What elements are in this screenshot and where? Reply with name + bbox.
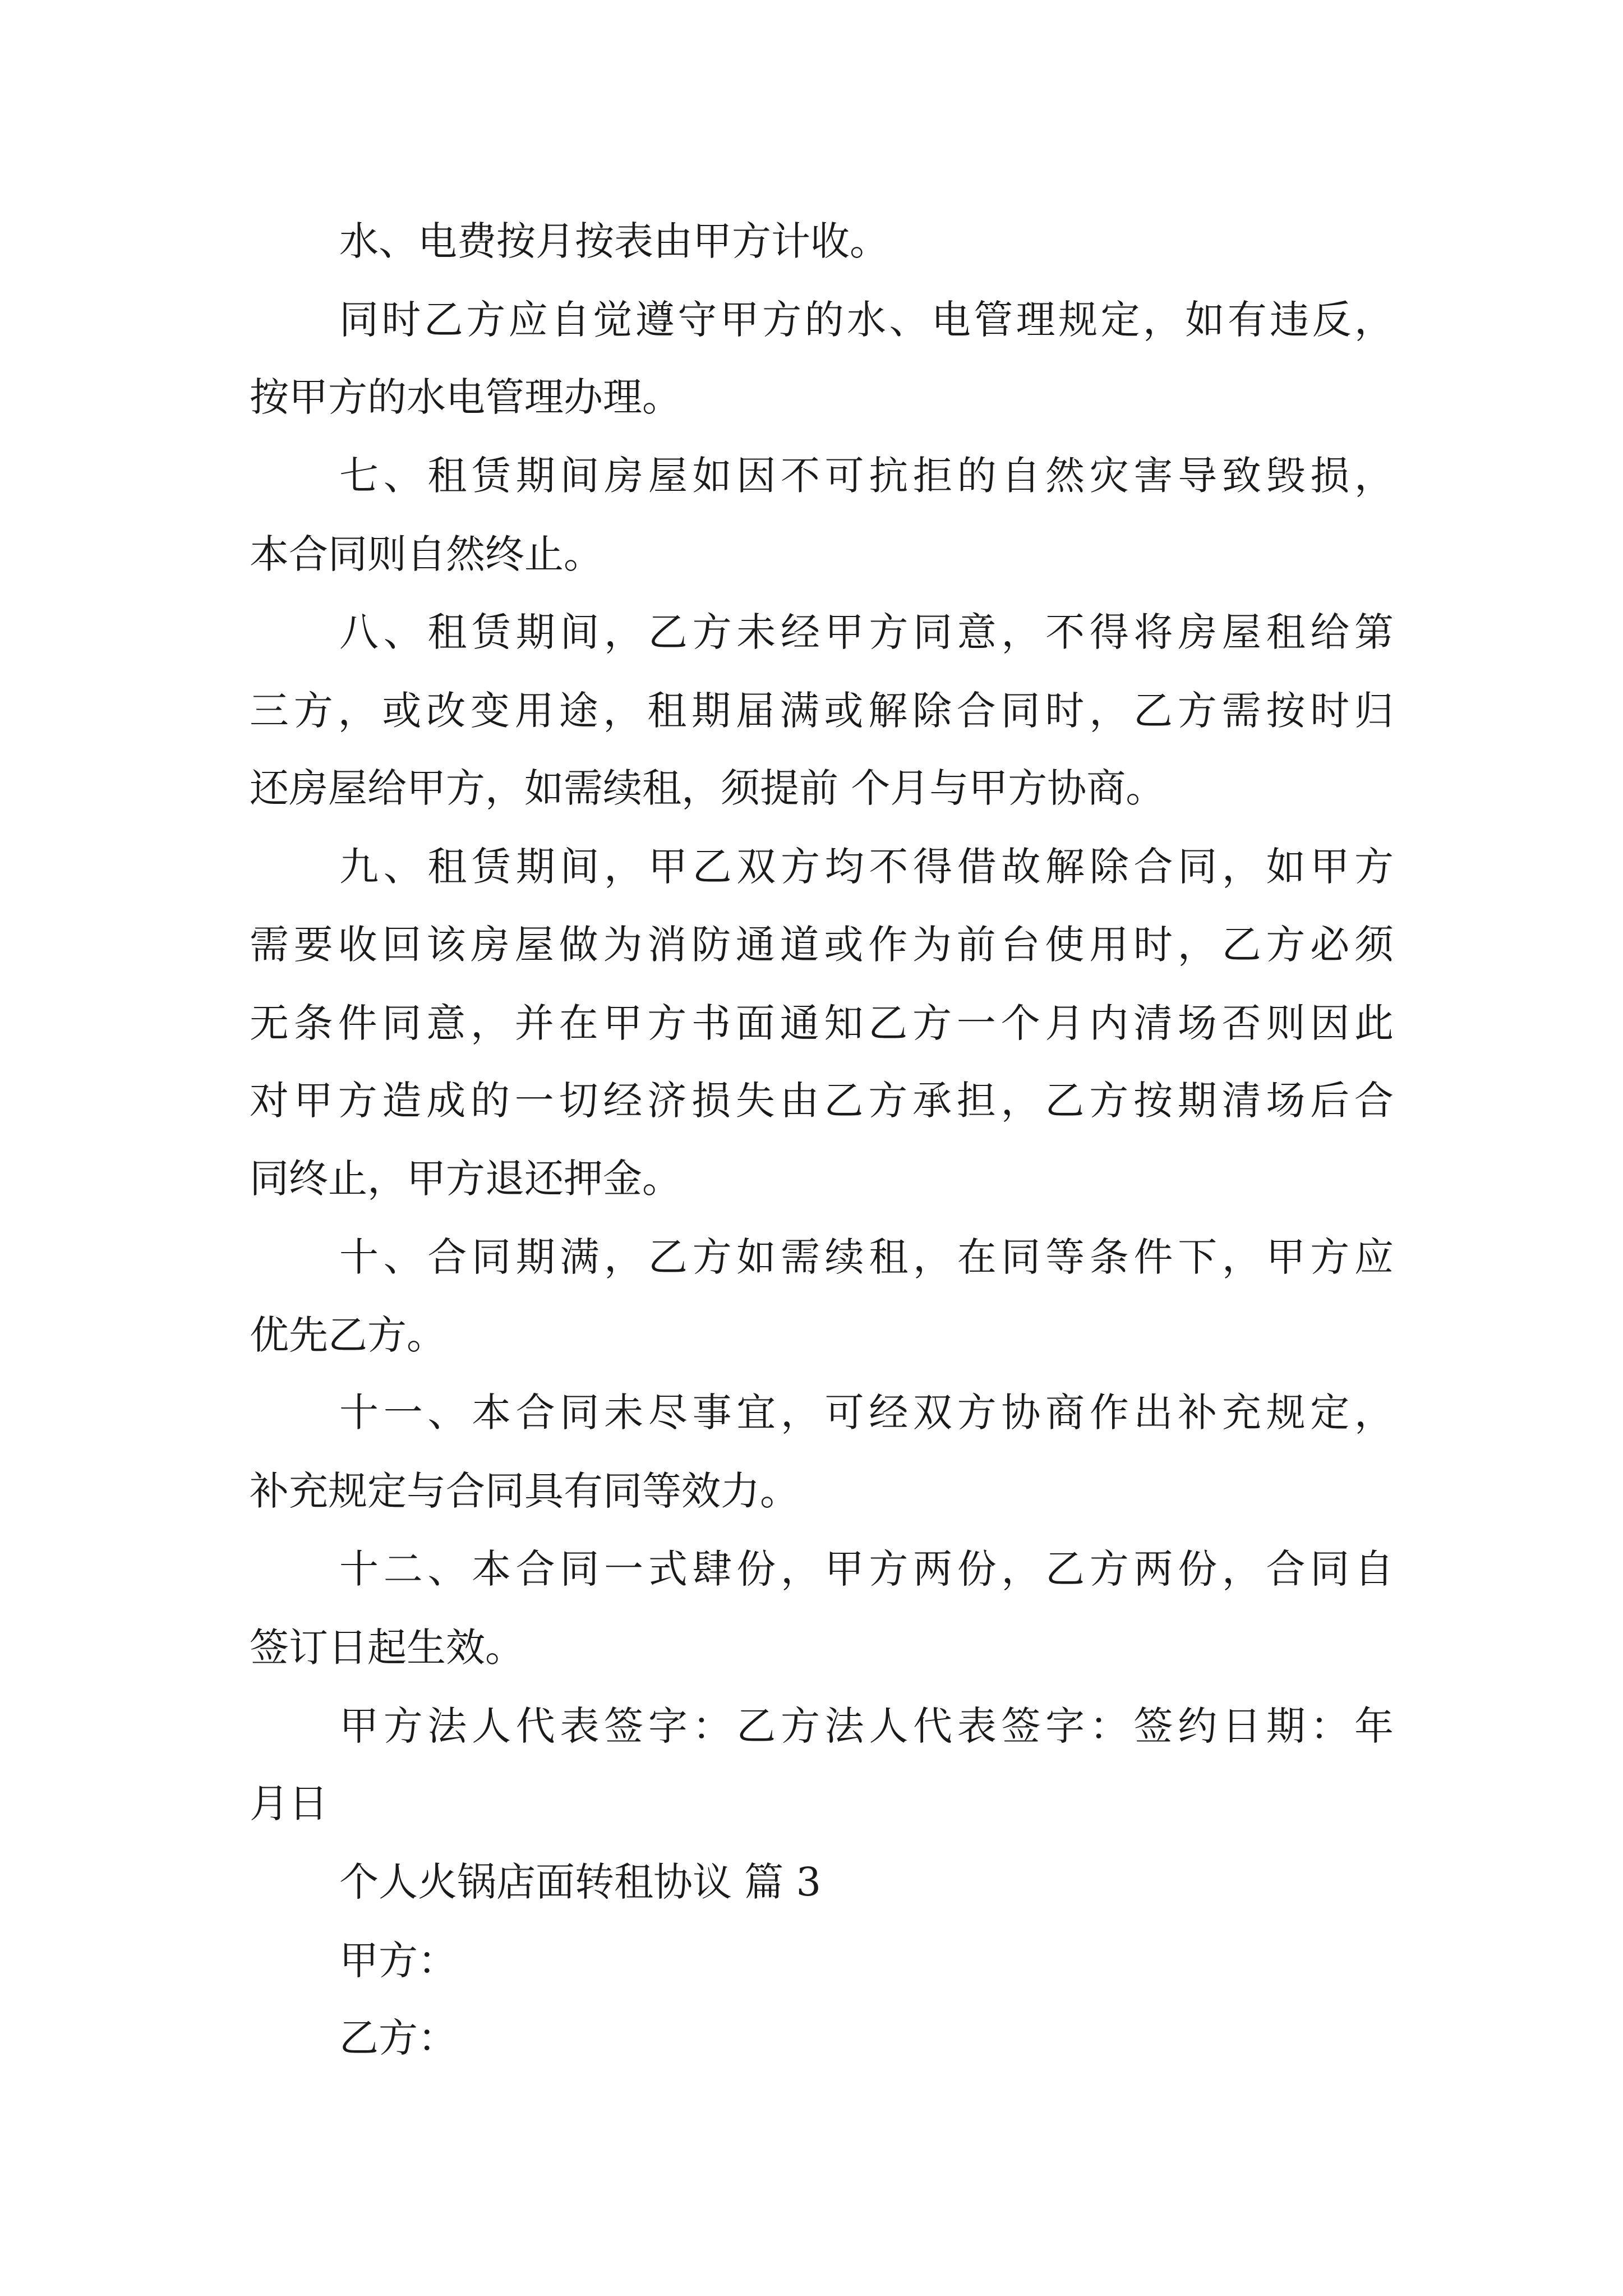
paragraph-line: 三方，或改变用途，租期届满或解除合同时，乙方需按时归 xyxy=(250,688,1394,734)
signature-line: 甲方法人代表签字：乙方法人代表签字：签约日期：年 xyxy=(339,1703,1394,1749)
paragraph-line: 七、租赁期间房屋如因不可抗拒的自然灾害导致毁损， xyxy=(339,453,1394,499)
date-line: 月日 xyxy=(250,1780,328,1826)
paragraph-line: 对甲方造成的一切经济损失由乙方承担，乙方按期清场后合 xyxy=(250,1078,1394,1124)
paragraph-line: 同时乙方应自觉遵守甲方的水、电管理规定，如有违反， xyxy=(339,297,1394,343)
paragraph-line: 无条件同意，并在甲方书面通知乙方一个月内清场否则因此 xyxy=(250,1000,1394,1046)
paragraph-line: 签订日起生效。 xyxy=(250,1625,524,1671)
paragraph-line: 同终止，甲方退还押金。 xyxy=(250,1156,681,1202)
paragraph-line: 十一、本合同未尽事宜，可经双方协商作出补充规定， xyxy=(339,1389,1394,1435)
section-heading: 个人火锅店面转租协议 篇 3 xyxy=(339,1859,822,1905)
paragraph-line: 补充规定与合同具有同等效力。 xyxy=(250,1468,799,1514)
paragraph-line: 需要收回该房屋做为消防通道或作为前台使用时，乙方必须 xyxy=(250,922,1394,968)
paragraph-line: 本合同则自然终止。 xyxy=(250,531,603,577)
party-a-field: 甲方： xyxy=(339,1938,457,1984)
party-b-field: 乙方： xyxy=(339,2015,457,2061)
paragraph-line: 八、租赁期间，乙方未经甲方同意，不得将房屋租给第 xyxy=(339,609,1394,655)
paragraph-line: 十、合同期满，乙方如需续租，在同等条件下，甲方应 xyxy=(339,1234,1394,1280)
paragraph-line: 按甲方的水电管理办理。 xyxy=(250,374,681,420)
paragraph-line: 九、租赁期间，甲乙双方均不得借故解除合同，如甲方 xyxy=(339,844,1394,890)
paragraph-line: 十二、本合同一式肆份，甲方两份，乙方两份，合同自 xyxy=(339,1546,1394,1592)
paragraph-line: 优先乙方。 xyxy=(250,1312,446,1358)
paragraph-line: 还房屋给甲方，如需续租，须提前 个月与甲方协商。 xyxy=(250,765,1165,811)
paragraph-line: 水、电费按月按表由甲方计收。 xyxy=(339,218,889,264)
